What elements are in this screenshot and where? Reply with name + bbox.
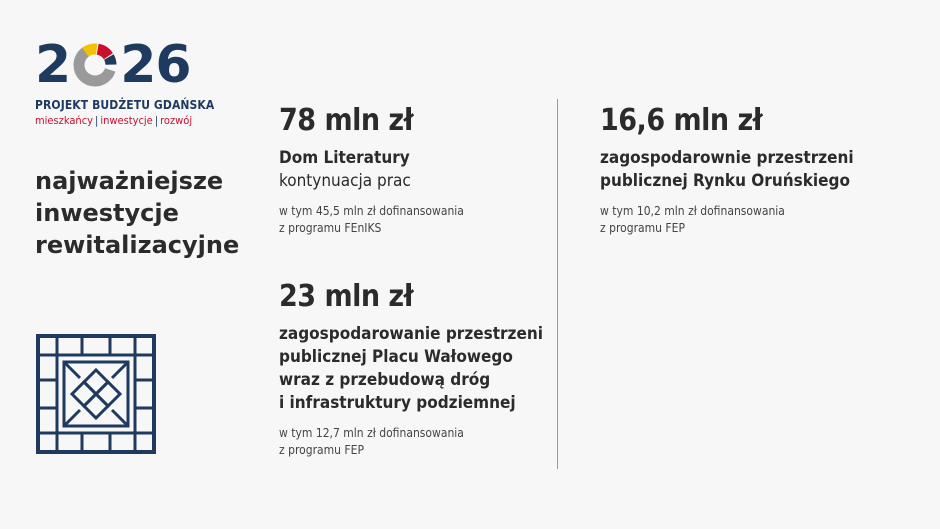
investment-amount: 16,6 mln zł (600, 103, 763, 138)
investment-title: wraz z przebudową dróg (279, 370, 491, 390)
investment-item (279, 279, 543, 459)
logo-year-suffix: 26 (120, 35, 191, 95)
funding-note-line: w tym 12,7 mln zł dofinansowania (279, 426, 464, 440)
investment-title: zagospodarowanie przestrzeni (279, 324, 543, 344)
funding-note-line: z programu FEnIKS (279, 221, 382, 235)
investment-item (600, 103, 854, 237)
logo-tagline (35, 114, 235, 127)
funding-note (600, 203, 854, 237)
investment-item (279, 103, 464, 237)
investment-subtitle: kontynuacja prac (279, 171, 411, 191)
funding-note-line: z programu FEP (600, 221, 685, 235)
logo-subtitle: PROJEKT BUDŻETU GDAŃSKA (35, 98, 215, 112)
logo-tag-separator: | (95, 114, 99, 127)
logo-ring-icon (72, 42, 118, 88)
heading-line: rewitalizacyjne (35, 231, 240, 259)
investment-title: publicznej Rynku Oruńskiego (600, 171, 850, 191)
funding-note-line: w tym 45,5 mln zł dofinansowania (279, 204, 464, 218)
investment-title: publicznej Placu Wałowego (279, 347, 513, 367)
logo-year (35, 35, 235, 95)
logo-tag-residents: mieszkańcy (35, 114, 94, 127)
investment-title: i infrastruktury podziemnej (279, 393, 516, 413)
heading-line: najważniejsze (35, 167, 224, 195)
logo-year-prefix: 2 (35, 35, 71, 95)
heading-line: inwestycje (35, 199, 179, 227)
investment-description (279, 323, 543, 415)
investment-amount: 78 mln zł (279, 103, 414, 138)
column-divider (557, 99, 558, 469)
funding-note (279, 203, 464, 237)
funding-note-line: z programu FEP (279, 443, 364, 457)
investment-title: Dom Literatury (279, 148, 410, 168)
tile-pattern-icon (36, 334, 156, 454)
page-heading (35, 165, 255, 261)
funding-note (279, 425, 543, 459)
investment-amount: 23 mln zł (279, 279, 414, 314)
logo-tag-development: rozwój (160, 114, 193, 127)
investment-title: zagospodarownie przestrzeni (600, 148, 854, 168)
investment-description (600, 147, 854, 193)
logo-tag-investments: inwestycje (100, 114, 153, 127)
logo-tag-separator: | (154, 114, 159, 127)
investment-description (279, 147, 464, 193)
funding-note-line: w tym 10,2 mln zł dofinansowania (600, 204, 785, 218)
budget-logo (35, 35, 235, 127)
